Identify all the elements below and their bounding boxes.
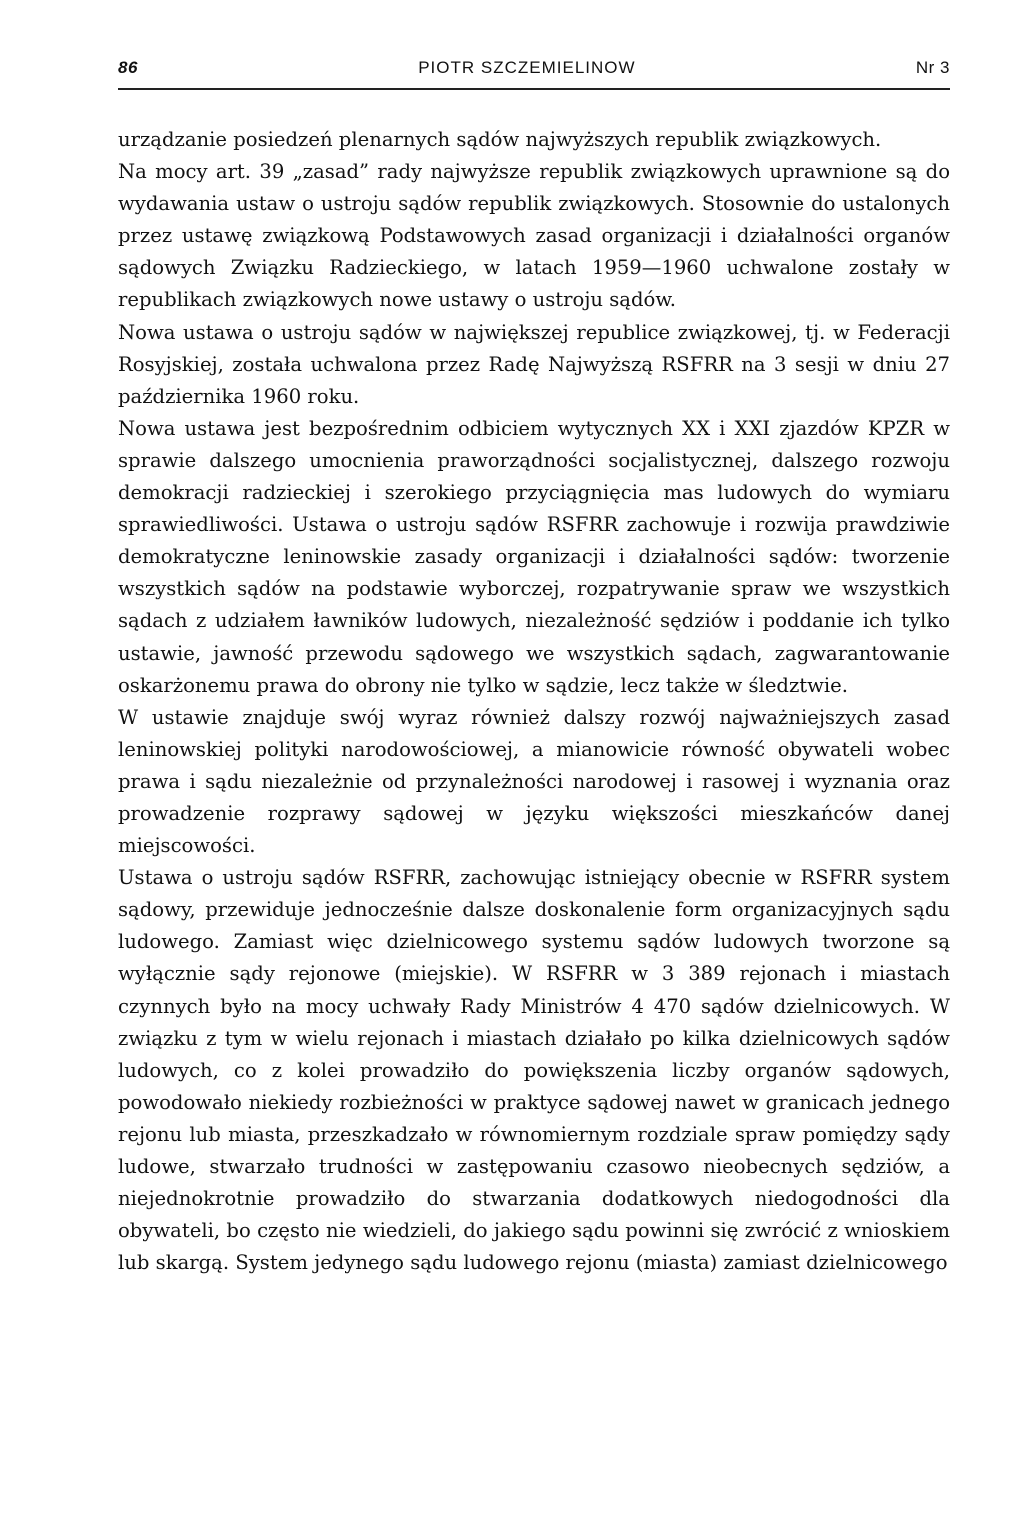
document-page	[118, 58, 950, 1279]
paragraph-3: Nowa ustawa o ustroju sądów w największej republice związkowej, tj. w Federacji Rosyjskiej, została uchwalona przez Radę Najwyższą RSFRR na 3 sesji w dniu 27 października 1960 roku.	[118, 320, 950, 408]
issue-number: Nr 3	[915, 58, 950, 77]
author-name: PIOTR SZCZEMIELINOW	[418, 58, 636, 77]
paragraph-6: Ustawa o ustroju sądów RSFRR, zachowując istniejący obecnie w RSFRR system sądowy, przewiduje jednocześnie dalsze doskonalenie form organizacyjnych sądu ludowego. Zamiast więc dzielnicowego systemu sądów ludowych tworzone są wyłącznie sądy rejonowe (miejskie). W RSFRR w 3 389 rejonach i miastach czynnych było na mocy uchwały Rady Ministrów 4 470 sądów dzielnicowych. W związku z tym w wielu rejonach i miastach działało po kilka dzielnicowych sądów ludowych, co z kolei prowadziło do powiększenia liczby organów sądowych, powodowało niekiedy rozbieżności w praktyce sądowej nawet w granicach jednego rejonu lub miasta, przeszkadzało w równomiernym rozdziale spraw pomiędzy sądy ludowe, stwarzało trudności w zastępowaniu czasowo nieobecnych sędziów, a niejednokrotnie prowadziło do stwarzania dodatkowych niedogodności dla obywateli, bo często nie wiedzieli, do jakiego sądu powinni się zwrócić z wnioskiem lub skargą. System jedynego sądu ludowego rejonu (miasta) zamiast dzielnicowego	[118, 866, 950, 1275]
paragraph-5: W ustawie znajduje swój wyraz również dalszy rozwój najważniejszych zasad leninowskiej polityki narodowościowej, a mianowicie równość obywateli wobec prawa i sądu niezależnie od przynależności narodowej i rasowej i wyznania oraz prowadzenie rozprawy sądowej w języku większości mieszkańców danej miejscowości.	[118, 705, 950, 858]
page-number: 86	[118, 58, 138, 77]
paragraph-1: urządzanie posiedzeń plenarnych sądów najwyższych republik związkowych.	[118, 128, 882, 151]
paragraph-2: Na mocy art. 39 „zasad” rady najwyższe republik związkowych uprawnione są do wydawania ustaw o ustroju sądów republik związkowych. Stosownie do ustalonych przez ustawę związkową Podstawowych zasad organizacji i działalności organów sądowych Związku Radzieckiego, w latach 1959—1960 uchwalone zostały w republikach związkowych nowe ustawy o ustroju sądów.	[118, 160, 950, 312]
body-text	[118, 124, 950, 1279]
running-header	[118, 58, 950, 90]
paragraph-4: Nowa ustawa jest bezpośrednim odbiciem wytycznych XX i XXI zjazdów KPZR w sprawie dalszego umocnienia praworządności socjalistycznej, dalszego rozwoju demokracji radzieckiej i szerokiego przyciągnięcia mas ludowych do wymiaru sprawiedliwości. Ustawa o ustroju sądów RSFRR zachowuje i rozwija prawdziwie demokratyczne leninowskie zasady organizacji i działalności sądów: tworzenie wszystkich sądów na podstawie wyborczej, rozpatrywanie spraw we wszystkich sądach z udziałem ławników ludowych, niezależność sędziów i poddanie ich tylko ustawie, jawność przewodu sądowego we wszystkich sądach, zagwarantowanie oskarżonemu prawa do obrony nie tylko w sądzie, lecz także w śledztwie.	[118, 416, 950, 697]
